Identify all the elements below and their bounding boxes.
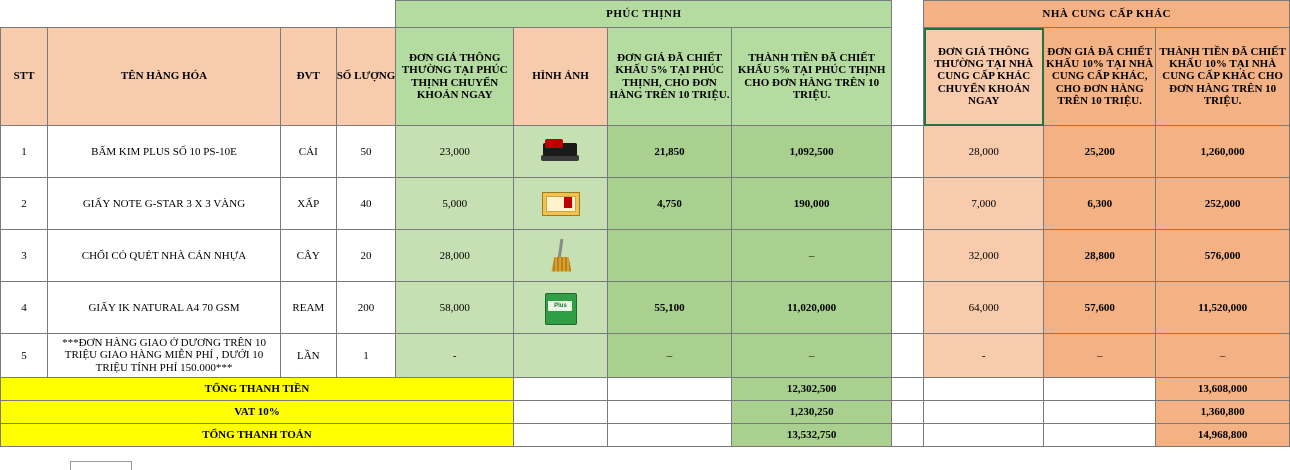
header-hinh-anh: HÌNH ẢNH — [513, 28, 607, 126]
band-spacer-2 — [48, 1, 281, 28]
total-other: 1,360,800 — [1156, 401, 1290, 424]
row-total-phuc-thinh: 11,020,000 — [731, 282, 891, 334]
row-image-cell — [513, 178, 607, 230]
row-discount-price-other: – — [1044, 334, 1156, 378]
row-total-other: 252,000 — [1156, 178, 1290, 230]
row-unit: XẤP — [281, 178, 337, 230]
row-discount-price-phuc-thinh: 55,100 — [608, 282, 732, 334]
row-quantity: 1 — [336, 334, 396, 378]
total-label: VAT 10% — [1, 401, 514, 424]
row-unit: REAM — [281, 282, 337, 334]
row-image-cell — [513, 126, 607, 178]
total-spacer-other-1 — [924, 401, 1044, 424]
row-price-other: - — [924, 334, 1044, 378]
total-row — [1, 424, 1290, 447]
row-product-name: GIẤY NOTE G-STAR 3 X 3 VÀNG — [48, 178, 281, 230]
row-quantity: 20 — [336, 230, 396, 282]
header-ten-hang-hoa: TÊN HÀNG HÓA — [48, 28, 281, 126]
row-image-cell — [513, 334, 607, 378]
header-don-gia-chiet-khau-phuc-thinh: ĐƠN GIÁ ĐÃ CHIẾT KHẤU 5% TẠI PHÚC THỊNH, CHO ĐƠN HÀNG TRÊN 10 TRIỆU. — [608, 28, 732, 126]
row-image-cell — [513, 282, 607, 334]
header-don-gia-khac: ĐƠN GIÁ THÔNG THƯỜNG TẠI NHÀ CUNG CẤP KHÁC CHUYỂN KHOẢN NGAY — [924, 28, 1044, 126]
total-other: 14,968,800 — [1156, 424, 1290, 447]
total-spacer-image — [513, 401, 607, 424]
row-unit: CÁI — [281, 126, 337, 178]
total-spacer-other-2 — [1044, 378, 1156, 401]
sheet-bottom-strip — [0, 462, 1290, 470]
total-row — [1, 401, 1290, 424]
total-spacer — [892, 378, 924, 401]
sticky-note-pad-icon — [539, 185, 581, 223]
row-stt: 4 — [1, 282, 48, 334]
row-price-other: 28,000 — [924, 126, 1044, 178]
header-spacer — [892, 28, 924, 126]
row-unit: LẦN — [281, 334, 337, 378]
total-spacer-price — [608, 401, 732, 424]
total-other: 13,608,000 — [1156, 378, 1290, 401]
row-total-phuc-thinh: 190,000 — [731, 178, 891, 230]
row-unit: CÂY — [281, 230, 337, 282]
total-phuc-thinh: 1,230,250 — [731, 401, 891, 424]
header-so-luong: SỐ LƯỢNG — [336, 28, 396, 126]
paper-ream-icon: Plus — [539, 289, 581, 327]
header-thanh-tien-khac: THÀNH TIỀN ĐÃ CHIẾT KHẤU 10% TẠI NHÀ CUNG CẤP KHÁC CHO ĐƠN HÀNG TRÊN 10 TRIỆU. — [1156, 28, 1290, 126]
total-spacer-price — [608, 378, 732, 401]
row-spacer — [892, 334, 924, 378]
row-discount-price-other: 6,300 — [1044, 178, 1156, 230]
total-spacer-image — [513, 424, 607, 447]
row-discount-price-phuc-thinh: 4,750 — [608, 178, 732, 230]
total-phuc-thinh: 12,302,500 — [731, 378, 891, 401]
row-discount-price-other: 28,800 — [1044, 230, 1156, 282]
total-spacer-other-2 — [1044, 424, 1156, 447]
row-image-cell — [513, 230, 607, 282]
total-spacer — [892, 424, 924, 447]
total-spacer-price — [608, 424, 732, 447]
total-spacer-other-1 — [924, 424, 1044, 447]
row-total-other: 1,260,000 — [1156, 126, 1290, 178]
table-row — [1, 230, 1290, 282]
header-stt: STT — [1, 28, 48, 126]
total-spacer — [892, 401, 924, 424]
header-don-gia-phuc-thinh: ĐƠN GIÁ THÔNG THƯỜNG TẠI PHÚC THỊNH CHUYỂN KHOẢN NGAY — [396, 28, 514, 126]
band-spacer-5 — [892, 1, 924, 28]
total-spacer-other-1 — [924, 378, 1044, 401]
band-spacer-4 — [336, 1, 396, 28]
row-stt: 3 — [1, 230, 48, 282]
row-stt: 5 — [1, 334, 48, 378]
row-quantity: 200 — [336, 282, 396, 334]
row-discount-price-other: 25,200 — [1044, 126, 1156, 178]
band-spacer-1 — [1, 1, 48, 28]
band-phuc-thinh: PHÚC THỊNH — [396, 1, 892, 28]
sheet-tab[interactable] — [70, 461, 132, 470]
row-total-phuc-thinh: 1,092,500 — [731, 126, 891, 178]
row-product-name: CHỔI CỎ QUÉT NHÀ CÁN NHỰA — [48, 230, 281, 282]
table-row — [1, 282, 1290, 334]
total-phuc-thinh: 13,532,750 — [731, 424, 891, 447]
row-quantity: 50 — [336, 126, 396, 178]
row-price-phuc-thinh: 58,000 — [396, 282, 514, 334]
row-price-other: 7,000 — [924, 178, 1044, 230]
band-spacer-3 — [281, 1, 337, 28]
row-discount-price-other: 57,600 — [1044, 282, 1156, 334]
row-total-other: 11,520,000 — [1156, 282, 1290, 334]
broom-icon — [539, 237, 581, 275]
total-row — [1, 378, 1290, 401]
row-spacer — [892, 230, 924, 282]
table-row — [1, 178, 1290, 230]
row-price-phuc-thinh: 5,000 — [396, 178, 514, 230]
row-spacer — [892, 178, 924, 230]
total-spacer-image — [513, 378, 607, 401]
header-don-gia-chiet-khau-khac: ĐƠN GIÁ ĐÃ CHIẾT KHẤU 10% TẠI NHÀ CUNG CẤP KHÁC, CHO ĐƠN HÀNG TRÊN 10 TRIỆU. — [1044, 28, 1156, 126]
table-row — [1, 126, 1290, 178]
table-row — [1, 334, 1290, 378]
row-total-other: – — [1156, 334, 1290, 378]
row-discount-price-phuc-thinh: – — [608, 334, 732, 378]
supplier-band-row — [1, 1, 1290, 28]
row-stt: 2 — [1, 178, 48, 230]
row-stt: 1 — [1, 126, 48, 178]
row-spacer — [892, 126, 924, 178]
row-price-other: 64,000 — [924, 282, 1044, 334]
row-total-phuc-thinh: – — [731, 334, 891, 378]
row-price-phuc-thinh: - — [396, 334, 514, 378]
header-thanh-tien-phuc-thinh: THÀNH TIỀN ĐÃ CHIẾT KHẤU 5% TẠI PHÚC THỊNH CHO ĐƠN HÀNG TRÊN 10 TRIỆU. — [731, 28, 891, 126]
total-label: TỔNG THANH TIỀN — [1, 378, 514, 401]
row-price-other: 32,000 — [924, 230, 1044, 282]
total-label: TỔNG THANH TOÁN — [1, 424, 514, 447]
row-price-phuc-thinh: 28,000 — [396, 230, 514, 282]
row-price-phuc-thinh: 23,000 — [396, 126, 514, 178]
row-total-other: 576,000 — [1156, 230, 1290, 282]
row-product-name: GIẤY IK NATURAL A4 70 GSM — [48, 282, 281, 334]
total-spacer-other-2 — [1044, 401, 1156, 424]
row-product-name: BẤM KIM PLUS SỐ 10 PS-10E — [48, 126, 281, 178]
row-product-name: ***ĐƠN HÀNG GIAO Ở DƯƠNG TRÊN 10 TRIỆU GIAO HÀNG MIỄN PHÍ , DƯỚI 10 TRIỆU TÍNH PHÍ 150.000*** — [48, 334, 281, 378]
header-dvt: ĐVT — [281, 28, 337, 126]
stapler-icon — [539, 133, 581, 171]
column-header-row — [1, 28, 1290, 126]
band-other-supplier: NHÀ CUNG CẤP KHÁC — [924, 1, 1290, 28]
row-total-phuc-thinh: – — [731, 230, 891, 282]
row-discount-price-phuc-thinh: 21,850 — [608, 126, 732, 178]
row-discount-price-phuc-thinh — [608, 230, 732, 282]
row-quantity: 40 — [336, 178, 396, 230]
row-spacer — [892, 282, 924, 334]
